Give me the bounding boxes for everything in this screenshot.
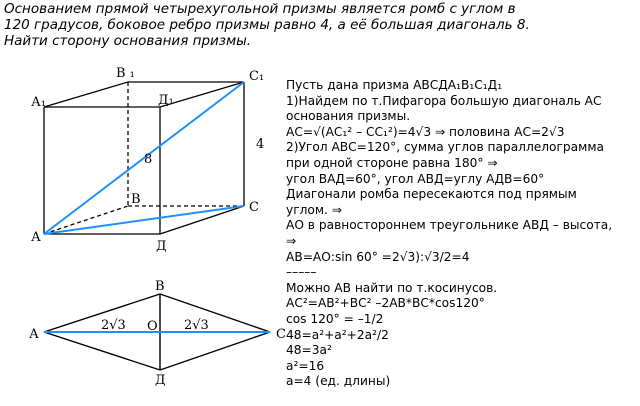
solution-line: АВ=АО:sin 60° =2√3):√3/2=4 [286,249,470,264]
half-diagonal-left: 2√3 [101,318,126,333]
solution-line: 2)Угол АВС=120°, сумма углов параллелограмма [286,140,604,155]
solution-line: углом. ⇒ [286,202,343,217]
edge-d-c [160,206,244,234]
solution-line: 48=a²+a²+2a²/2 [286,327,389,342]
rhombus-label-b: В [155,279,165,294]
label-a1: А₁ [31,95,47,110]
problem-line-1: Основанием прямой четырехугольной призмы является ромб с углом в [4,1,516,17]
solution-line: основания призмы. [286,109,411,124]
label-a: А [31,230,41,245]
label-c: С [249,200,259,215]
diagonal-length-label: 8 [144,152,153,167]
solution-line: cos 120° = –1/2 [286,311,384,326]
solution-text [286,78,636,390]
edge-length-label: 4 [256,137,265,152]
label-d1: Д₁ [158,93,174,108]
solution-line: 48=3a² [286,343,332,358]
solution-line: АС²=АВ²+ВС² –2АВ*ВС*cos120° [286,296,485,311]
half-diagonal-right: 2√3 [184,318,209,333]
rhombus-label-d: Д [155,373,166,388]
label-b: В [131,192,141,207]
problem-line-2: 120 градусов, боковое ребро призмы равно 4, а её большая диагональ 8. [4,17,530,33]
label-c1: С₁ [249,69,265,84]
solution-line: Пусть дана призма АВСДА₁В₁С₁Д₁ [286,78,503,92]
solution-line: Можно АВ найти по т.косинусов. [286,280,498,295]
solution-line: ⇒ [286,233,297,248]
solution-line: a²=16 [286,358,325,373]
solution-line: Диагонали ромба пересекаются под прямым [286,187,577,202]
edge-a-b-hidden [44,206,128,234]
rhombus-label-c: С [276,327,286,342]
rhombus-label-o: О [147,319,158,334]
solution-answer: a=4 (ед. длины) [286,374,391,389]
rhombus-side-cd [160,332,270,370]
rhombus-side-bc [160,294,270,332]
solution-line: 1)Найдем по т.Пифагора большую диагональ АС [286,93,602,108]
solution-line: АО в равностороннем треугольнике АВД – высота, [286,218,613,233]
solution-separator: ––––– [286,265,317,280]
solution-line: при одной стороне равна 180° ⇒ [286,155,498,170]
edge-a1-b1 [44,82,128,107]
rhombus-side-da [44,332,160,370]
rhombus-label-a: А [29,327,39,342]
solution-line: АС=√(АС₁² – СС₁²)=4√3 ⇒ половина АС=2√3 [286,124,565,139]
label-d: Д [156,239,167,254]
label-b1: В ₁ [116,66,135,81]
solution-line: угол ВАД=60°, угол АВД=углу АДВ=60° [286,171,545,186]
problem-line-3: Найти сторону основания призмы. [4,33,252,49]
